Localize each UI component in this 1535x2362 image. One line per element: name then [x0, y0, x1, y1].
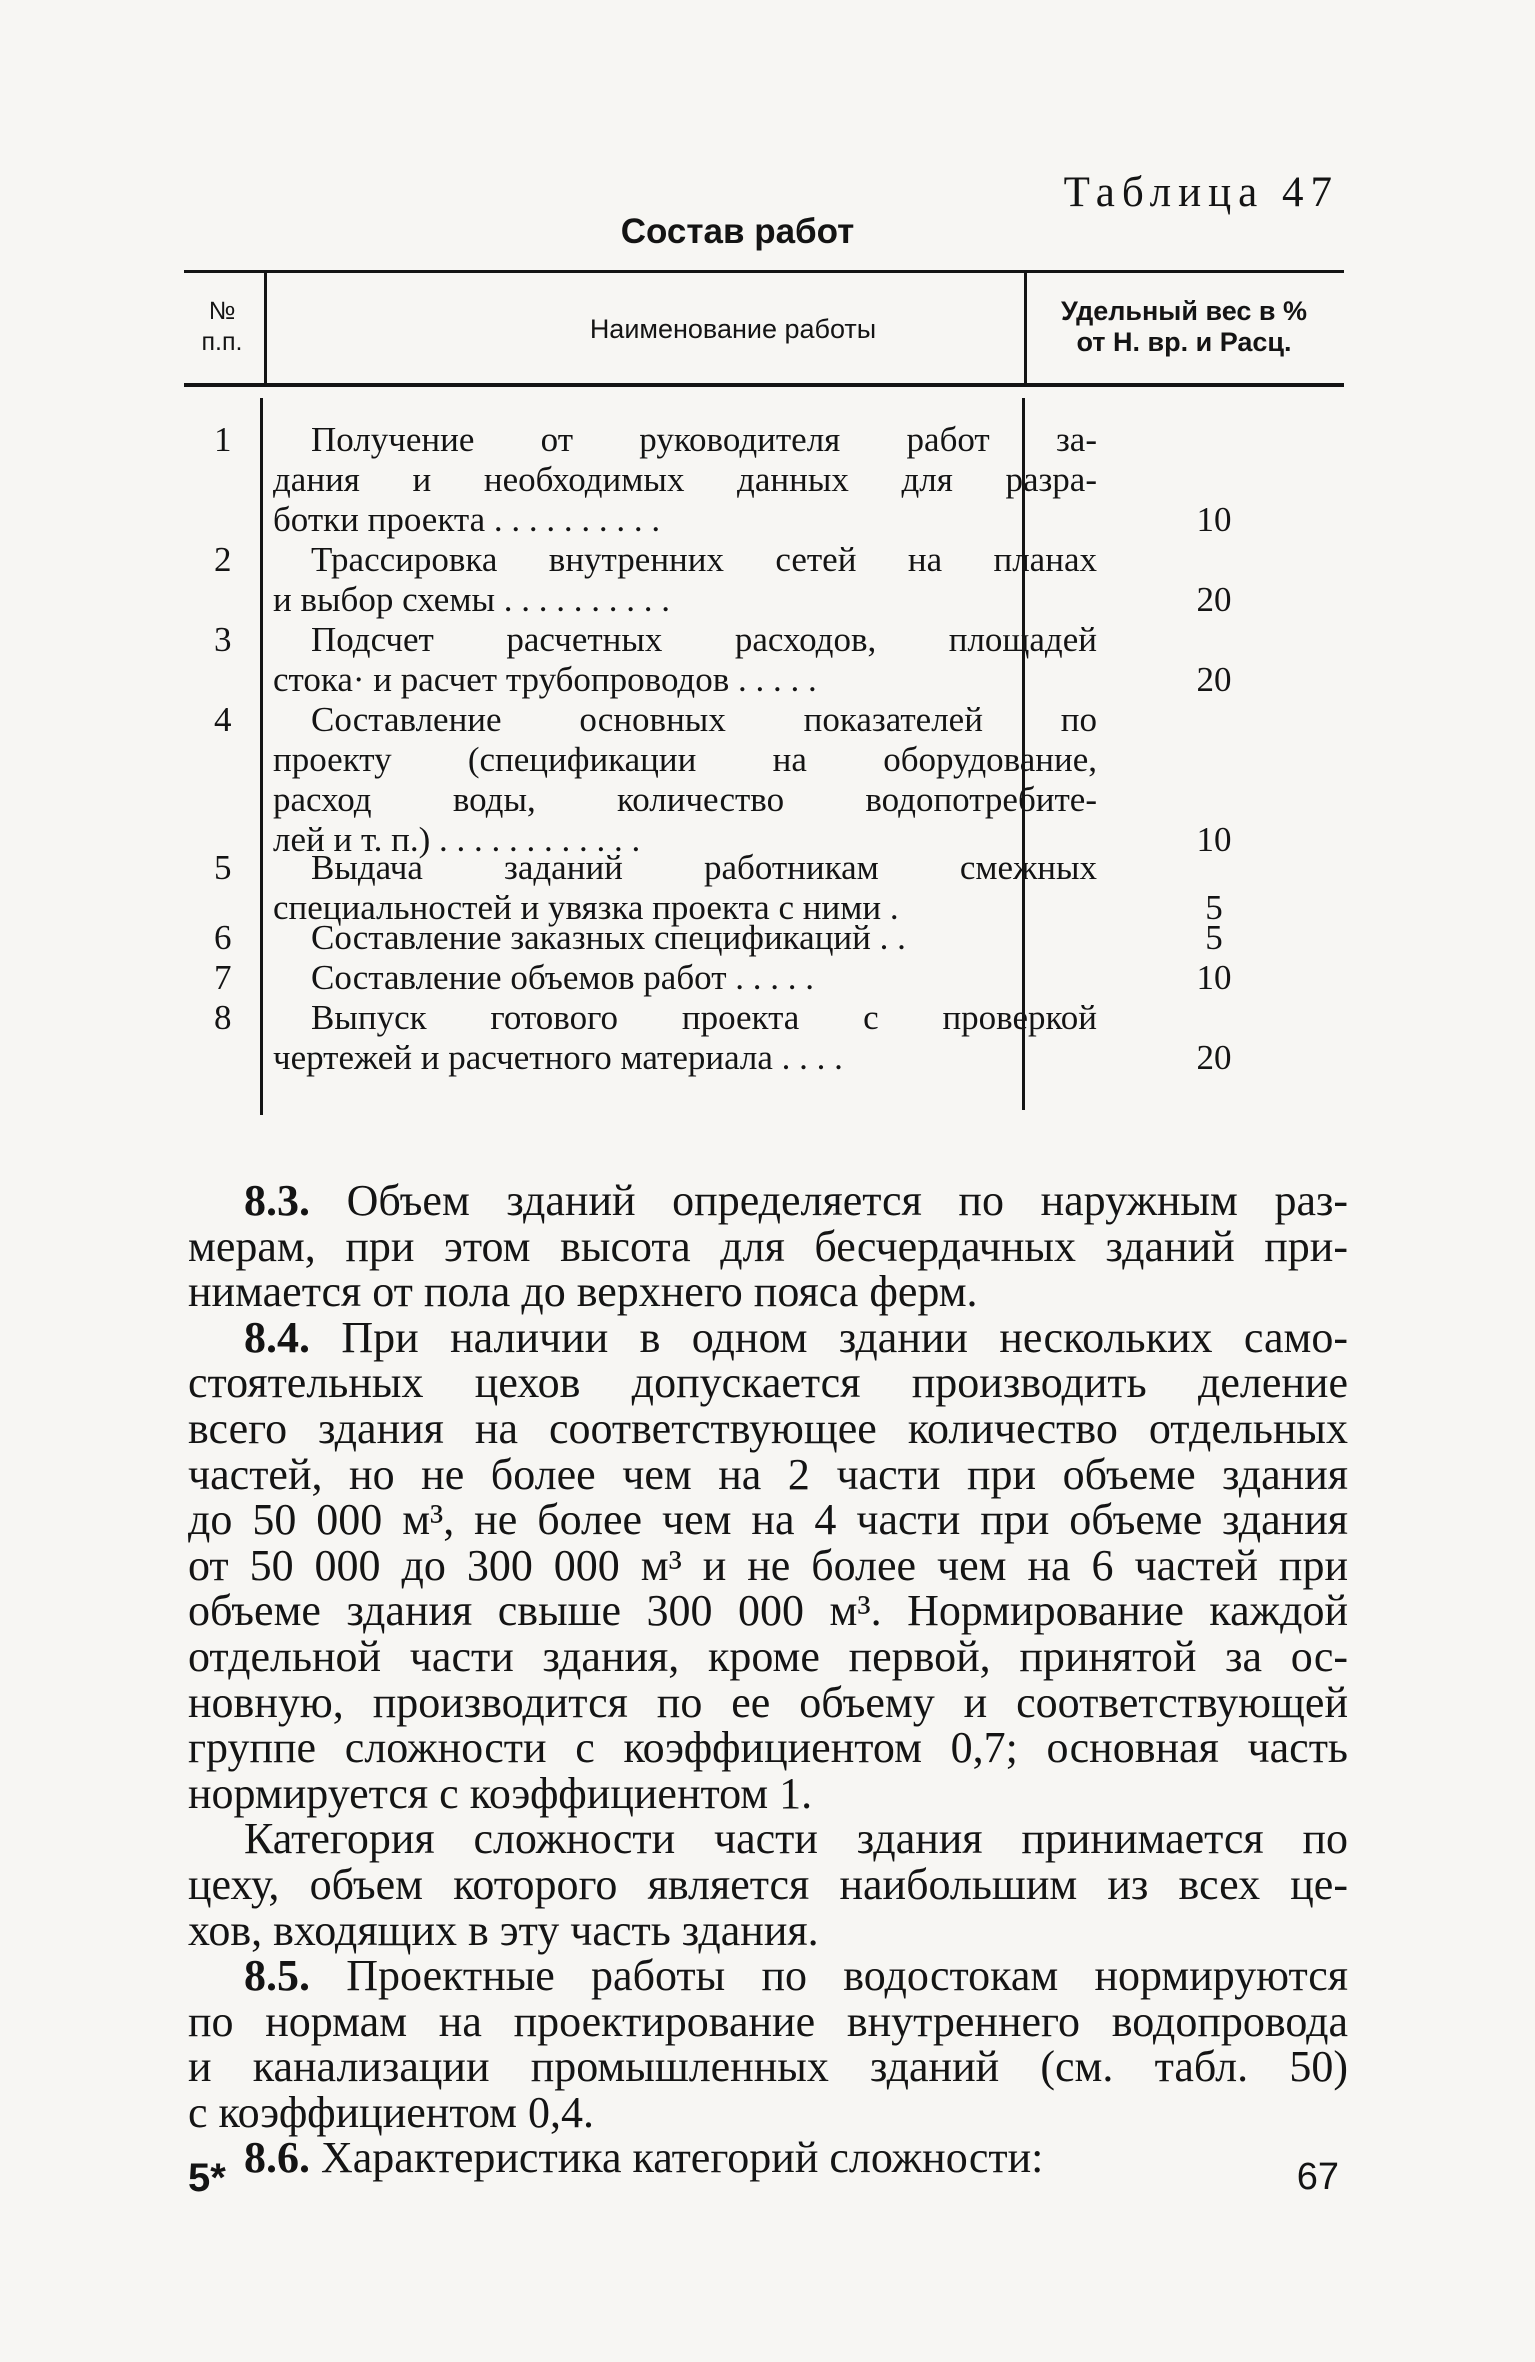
paragraph-line: новную, производится по ее объему и соответствующей [188, 1677, 1348, 1727]
paragraph-line: Категория сложности части здания принимается по [244, 1814, 1348, 1864]
row-work-name-line: специальностей и увязка проекта с ними . [273, 888, 899, 927]
row-weight: 20 [1196, 660, 1232, 699]
table-top-rule [184, 270, 1344, 273]
paragraph-line: до 50 000 м³, не более чем на 4 части при объеме здания [188, 1495, 1348, 1545]
table-number: Таблица 47 [1063, 169, 1339, 216]
row-work-name-line: проекту (спецификации на оборудование, [273, 740, 1097, 779]
paragraph-line: и канализации промышленных зданий (см. табл. 50) [188, 2042, 1348, 2092]
row-weight: 10 [1196, 958, 1232, 997]
row-work-name-line: Составление основных показателей по [311, 700, 1097, 739]
paragraph-line: с коэффициентом 0,4. [188, 2087, 594, 2137]
row-number: 3 [214, 620, 232, 659]
paragraph-number: 8.5. [244, 1951, 310, 2001]
paragraph-line: объеме здания свыше 300 000 м³. Нормирование каждой [188, 1586, 1348, 1636]
row-work-name-line: Выдача заданий работникам смежных [311, 848, 1097, 887]
row-number: 1 [214, 420, 232, 459]
row-work-name-line: Получение от руководителя работ за- [311, 420, 1097, 459]
row-work-name-line: Выпуск готового проекта с проверкой [311, 998, 1097, 1037]
paragraph-line [188, 2135, 1348, 2181]
paragraph-line: группе сложности с коэффициентом 0,7; основная часть [188, 1723, 1348, 1773]
paragraph [188, 1816, 1348, 1953]
row-number: 8 [214, 998, 232, 1037]
row-work-name [273, 848, 1097, 928]
paragraph-number: 8.3. [244, 1176, 310, 1225]
row-work-name [273, 620, 1097, 700]
paragraph-line: цеху, объем которого является наибольшим из всех це- [188, 1859, 1348, 1909]
header-weight-line-1: Удельный вес в % [1061, 296, 1307, 326]
paragraph-line: от 50 000 до 300 000 м³ и не более чем на 6 частей при [188, 1540, 1348, 1590]
paragraph-line: всего здания на соответствующее количество отдельных [188, 1403, 1348, 1453]
row-work-name-line: Составление объемов работ . . . . . [311, 958, 814, 997]
signature-mark: 5* [188, 2156, 226, 2200]
paragraph [188, 1312, 1349, 1818]
paragraph-text: Объем зданий определяется по наружным раз- [346, 1176, 1348, 1225]
paragraph-number: 8.4. [244, 1312, 310, 1362]
row-work-name [273, 420, 1097, 540]
body-divider-1 [260, 398, 263, 1115]
body-text [188, 1178, 1348, 2181]
row-work-name-line: и выбор схемы . . . . . . . . . . [273, 580, 670, 619]
paragraph-line: хов, входящих в эту часть здания. [188, 1905, 819, 1955]
row-number: 7 [214, 958, 232, 997]
row-number: 5 [214, 848, 232, 887]
paragraph-line: нормируется с коэффициентом 1. [188, 1768, 813, 1818]
paragraph-line [188, 1953, 1348, 1999]
row-work-name [273, 918, 1097, 958]
row-work-name-line: дания и необходимых данных для разра- [273, 460, 1097, 499]
header-number [184, 296, 260, 358]
row-work-name-line: стока· и расчет трубопроводов . . . . . [273, 660, 817, 699]
header-weight-line-2: от Н. вр. и Расц. [1076, 327, 1292, 357]
page-number: 67 [1296, 2156, 1339, 2198]
paragraph-line: по нормам на проектирование внутреннего водопровода [188, 1996, 1348, 2046]
row-work-name [273, 998, 1097, 1078]
row-weight: 5 [1205, 888, 1223, 927]
header-number-line-1: № [208, 297, 236, 325]
header-weight [1024, 296, 1344, 358]
table-title: Состав работ [620, 212, 855, 251]
header-divider-1 [264, 270, 267, 383]
row-work-name-line: чертежей и расчетного материала . . . . [273, 1038, 843, 1077]
row-weight: 5 [1205, 918, 1223, 957]
row-work-name-line: Составление заказных спецификаций . . [311, 918, 906, 957]
paragraph-line: отдельной части здания, кроме первой, принятой за ос- [188, 1631, 1348, 1681]
row-number: 2 [214, 540, 232, 579]
row-work-name-line: ботки проекта . . . . . . . . . . [273, 500, 661, 539]
header-name: Наименование работы [589, 314, 877, 344]
paragraph-line: мерам, при этом высота для бесчердачных зданий при- [188, 1221, 1348, 1271]
row-work-name-line: Трассировка внутренних сетей на планах [311, 540, 1097, 579]
row-weight: 10 [1196, 500, 1232, 539]
header-number-line-2: п.п. [201, 328, 243, 356]
paragraph [188, 1953, 1348, 2135]
paragraph-line [188, 1178, 1348, 1224]
row-work-name [273, 540, 1097, 620]
row-weight: 20 [1196, 580, 1232, 619]
paragraph-text: При наличии в одном здании нескольких само- [341, 1312, 1349, 1362]
row-work-name-line: расход воды, количество водопотребите- [273, 780, 1097, 819]
paragraph-text: Характеристика категорий сложности: [321, 2133, 1044, 2183]
paragraph-number: 8.6. [244, 2133, 310, 2183]
row-work-name-line: Подсчет расчетных расходов, площадей [311, 620, 1097, 659]
paragraph-line: частей, но не более чем на 2 части при объеме здания [188, 1449, 1348, 1499]
work-composition-table [184, 270, 1344, 1115]
paragraph-line [188, 1312, 1349, 1362]
row-work-name-line: лей и т. п.) . . . . . . . . . . . . [273, 820, 641, 859]
row-weight: 10 [1196, 820, 1232, 859]
row-number: 4 [214, 700, 232, 739]
paragraph-line: стоятельных цехов допускается производить деление [188, 1358, 1348, 1408]
paragraph [188, 1178, 1348, 1315]
row-work-name [273, 700, 1097, 860]
paragraph-line: нимается от пола до верхнего пояса ферм. [188, 1267, 978, 1317]
table-header-rule [184, 383, 1344, 387]
paragraph-text: Проектные работы по водостокам нормируются [346, 1951, 1349, 2001]
row-work-name [273, 958, 1097, 998]
row-number: 6 [214, 918, 232, 957]
row-weight: 20 [1196, 1038, 1232, 1077]
paragraph [188, 2135, 1348, 2181]
